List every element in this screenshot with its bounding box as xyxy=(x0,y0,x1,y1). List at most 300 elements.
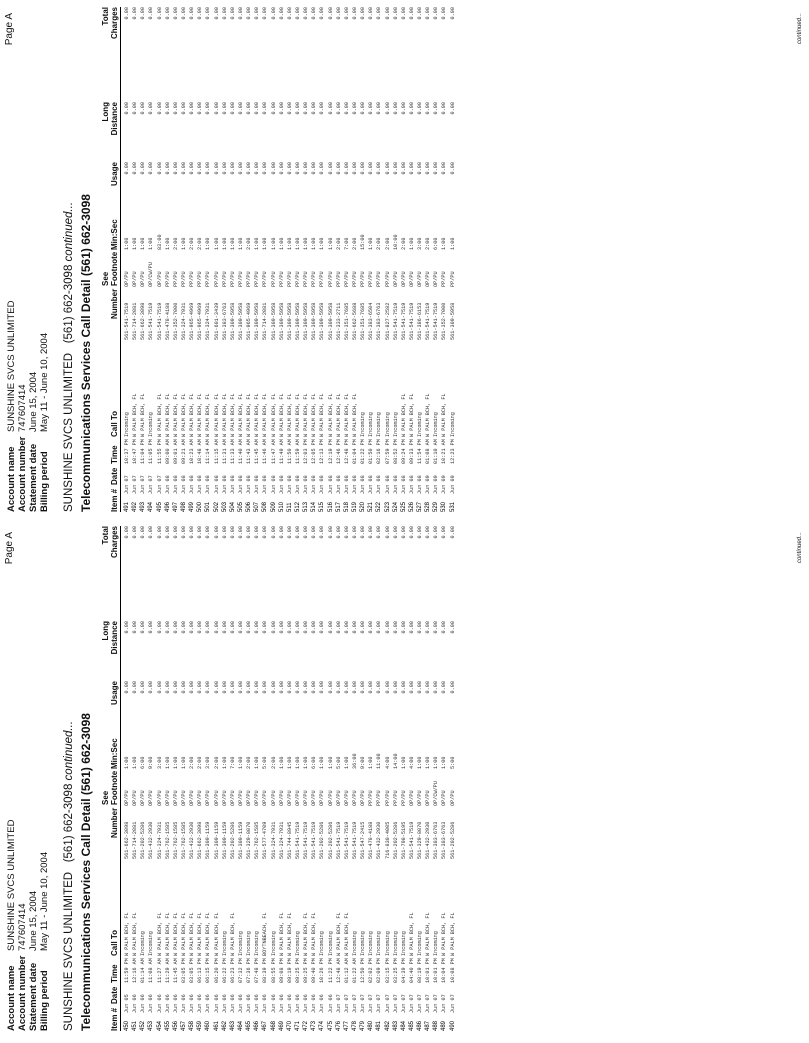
table-row xyxy=(181,526,189,1031)
total-charges: 0.00 xyxy=(360,7,367,20)
col-call-to: Call To xyxy=(110,929,119,956)
long-distance: 0.00 xyxy=(343,621,350,634)
table-row xyxy=(222,7,230,512)
call-to: W PALM BCH, FL xyxy=(327,393,334,437)
item-number: 510 xyxy=(278,501,285,512)
call-to: W PALM BCH, FL xyxy=(286,912,293,956)
call-to: W PALM BCH, FL xyxy=(189,393,196,437)
long-distance: 0.00 xyxy=(148,621,155,634)
statement-date-label: Statement date xyxy=(28,443,39,512)
col-footnote: See Footnote xyxy=(101,251,119,286)
call-to: W PALM BCH, FL xyxy=(254,393,261,437)
usage: 0.00 xyxy=(197,681,204,694)
footnote: OP/PU xyxy=(172,790,179,806)
usage: 0.00 xyxy=(189,162,196,175)
long-distance: 0.00 xyxy=(278,102,285,115)
account-number-label: Account number xyxy=(17,955,28,1031)
footnote: PP/PU xyxy=(303,271,310,287)
usage: 0.00 xyxy=(221,681,228,694)
col-usage: Usage xyxy=(110,681,119,706)
min-sec: 2:00 xyxy=(246,237,253,250)
call-time: 11:45 AM xyxy=(172,958,179,983)
table-row xyxy=(328,526,336,1031)
usage: 0.00 xyxy=(197,162,204,175)
call-to: Incoming xyxy=(360,412,367,437)
total-charges: 0.00 xyxy=(262,526,269,539)
long-distance: 0.00 xyxy=(237,102,244,115)
call-date: Jun 08 xyxy=(400,475,407,494)
usage: 0.00 xyxy=(392,681,399,694)
call-number: 561-309-1159 xyxy=(213,821,220,859)
statement-date-value: June 15, 2004 xyxy=(28,890,39,951)
item-number: 493 xyxy=(140,501,147,512)
total-charges: 0.00 xyxy=(270,526,277,539)
call-number: 561-309-5958 xyxy=(303,302,310,340)
call-to: W PALM BCH, FL xyxy=(335,912,342,956)
call-to: W PALM BCH, FL xyxy=(124,912,130,956)
call-time: 11:04 PM xyxy=(140,439,147,464)
call-to: Incoming xyxy=(140,931,147,956)
table-row xyxy=(319,526,327,1031)
footnote: PP/PU xyxy=(400,790,407,806)
min-sec: 1:00 xyxy=(221,237,228,250)
item-number: 452 xyxy=(140,1020,147,1031)
table-row xyxy=(344,526,352,1031)
call-date: Jun 09 xyxy=(425,475,432,494)
footnote: OP/PU xyxy=(417,271,424,287)
call-number: 561-432-2930 xyxy=(376,821,383,859)
table-row xyxy=(295,7,303,512)
total-charges: 0.00 xyxy=(189,526,196,539)
call-date: Jun 08 xyxy=(286,475,293,494)
min-sec: 1:00 xyxy=(327,237,334,250)
item-number: 464 xyxy=(237,1020,244,1031)
table-row xyxy=(287,7,295,512)
min-sec: 3:00 xyxy=(417,237,424,250)
item-number: 505 xyxy=(237,501,244,512)
footnote: OP/PU xyxy=(425,790,432,806)
footnote: PP/PU xyxy=(286,271,293,287)
call-number: 561-541-7519 xyxy=(408,821,415,859)
min-sec: 1:00 xyxy=(124,756,130,769)
footnote: PP/PU xyxy=(229,271,236,287)
total-charges: 0.00 xyxy=(449,526,456,539)
long-distance: 0.00 xyxy=(197,621,204,634)
total-charges: 0.00 xyxy=(172,526,179,539)
call-number: 561-324-7931 xyxy=(270,821,277,859)
footnote: OP/PU xyxy=(124,271,130,287)
call-to: W PALM BCH, FL xyxy=(205,912,212,956)
long-distance: 0.00 xyxy=(229,621,236,634)
col-item: Item # xyxy=(110,1007,119,1031)
usage: 0.00 xyxy=(368,162,375,175)
footnote: PP/PU xyxy=(449,271,456,287)
footnote: OP/PU xyxy=(132,271,139,287)
call-to: W PALM BCH, FL xyxy=(335,393,342,437)
table-row xyxy=(246,7,254,512)
total-charges: 0.00 xyxy=(294,526,301,539)
min-sec: 1:00 xyxy=(254,756,261,769)
call-time: 10:26 PM xyxy=(319,958,326,983)
total-charges: 0.00 xyxy=(213,526,220,539)
call-number: 561-309-5958 xyxy=(294,302,301,340)
call-time: 07:59 PM xyxy=(384,439,391,464)
call-date: Jun 06 xyxy=(205,994,212,1013)
call-to: W PALM BCH, FL xyxy=(229,912,236,956)
col-call-to: Call To xyxy=(110,410,119,437)
billing-period-label: Billing period xyxy=(39,451,50,512)
usage: 0.00 xyxy=(180,681,187,694)
footnote: PP/PU xyxy=(254,271,261,287)
call-to: Incoming xyxy=(376,412,383,437)
total-charges: 0.00 xyxy=(278,7,285,20)
total-charges: 0.00 xyxy=(368,7,375,20)
call-to: Incoming xyxy=(384,412,391,437)
call-time: 03:05 PM xyxy=(189,958,196,983)
total-charges: 0.00 xyxy=(205,7,212,20)
total-charges: 0.00 xyxy=(351,526,358,539)
table-row xyxy=(303,526,311,1031)
usage: 0.00 xyxy=(254,681,261,694)
call-to: W PALM BCH, FL xyxy=(408,912,415,956)
item-number: 503 xyxy=(221,501,228,512)
call-date: Jun 06 xyxy=(286,994,293,1013)
long-distance: 0.00 xyxy=(132,621,139,634)
long-distance: 0.00 xyxy=(417,102,424,115)
item-number: 490 xyxy=(449,1020,456,1031)
item-number: 485 xyxy=(408,1020,415,1031)
call-date: Jun 06 xyxy=(229,994,236,1013)
long-distance: 0.00 xyxy=(425,621,432,634)
total-charges: 0.00 xyxy=(311,526,318,539)
usage: 0.00 xyxy=(140,162,147,175)
call-number: 561-202-5286 xyxy=(392,821,399,859)
total-charges: 0.00 xyxy=(156,7,163,20)
table-row xyxy=(254,7,262,512)
call-time: 09:08 PM xyxy=(278,958,285,983)
usage: 0.00 xyxy=(294,162,301,175)
call-date: Jun 08 xyxy=(368,475,375,494)
call-time: 01:10 AM xyxy=(433,439,440,464)
usage: 0.00 xyxy=(425,162,432,175)
call-time: 07:48 PM xyxy=(254,958,261,983)
footnote: OP/PU xyxy=(360,790,367,806)
footnote: OP/PU xyxy=(449,790,456,806)
total-charges: 0.00 xyxy=(400,7,407,20)
call-number: 561-714-2081 xyxy=(132,302,139,340)
call-date: Jun 06 xyxy=(172,994,179,1013)
usage: 0.00 xyxy=(384,681,391,694)
call-to: W PALM BCH, FL xyxy=(213,393,220,437)
total-charges: 0.00 xyxy=(124,7,130,20)
footnote: OP/PU xyxy=(262,790,269,806)
call-date: Jun 06 xyxy=(213,994,220,1013)
call-to: W PALM BCH, FL xyxy=(180,393,187,437)
call-date: Jun 06 xyxy=(132,994,139,1013)
call-date: Jun 08 xyxy=(335,475,342,494)
call-to: Incoming xyxy=(400,931,407,956)
item-number: 472 xyxy=(303,1020,310,1031)
total-charges: 0.00 xyxy=(417,526,424,539)
item-number: 500 xyxy=(197,501,204,512)
long-distance: 0.00 xyxy=(417,621,424,634)
call-time: 11:43 AM xyxy=(246,439,253,464)
usage: 0.00 xyxy=(360,681,367,694)
call-date: Jun 09 xyxy=(449,475,456,494)
call-number: 561-309-5958 xyxy=(270,302,277,340)
call-date: Jun 08 xyxy=(417,475,424,494)
long-distance: 0.00 xyxy=(286,102,293,115)
call-detail-table xyxy=(124,526,458,1031)
min-sec: 83:00 xyxy=(156,234,163,250)
call-date: Jun 05 xyxy=(124,994,130,1013)
min-sec: 1:00 xyxy=(400,756,407,769)
total-charges: 0.00 xyxy=(140,7,147,20)
min-sec: 10:00 xyxy=(392,234,399,250)
table-header xyxy=(98,526,121,1031)
call-date: Jun 07 xyxy=(335,994,342,1013)
item-number: 530 xyxy=(441,501,448,512)
footnote: OP/PU xyxy=(180,790,187,806)
footnote: OP/CW/PU xyxy=(433,781,440,806)
account-number-value: 747607414 xyxy=(17,384,28,432)
footnote: OP/PU xyxy=(246,790,253,806)
long-distance: 0.00 xyxy=(246,102,253,115)
item-number: 497 xyxy=(172,501,179,512)
col-minsec: Min:Sec xyxy=(110,738,119,769)
table-row xyxy=(157,526,165,1031)
call-time: 01:22 PM xyxy=(360,439,367,464)
item-number: 476 xyxy=(335,1020,342,1031)
long-distance: 0.00 xyxy=(262,621,269,634)
footnote: PP/PU xyxy=(180,271,187,287)
table-row xyxy=(214,526,222,1031)
long-distance: 0.00 xyxy=(376,102,383,115)
min-sec: 2:00 xyxy=(376,237,383,250)
footnote: PP/PU xyxy=(172,271,179,287)
usage: 0.00 xyxy=(164,681,171,694)
call-number: 561-662-3098 xyxy=(197,821,204,859)
usage: 0.00 xyxy=(205,681,212,694)
call-date: Jun 07 xyxy=(368,994,375,1013)
company-name: SUNSHINE SVCS UNLIMITED xyxy=(63,871,75,1031)
call-to: W PALM BCH, FL xyxy=(286,393,293,437)
call-date: Jun 07 xyxy=(132,475,139,494)
item-number: 453 xyxy=(148,1020,155,1031)
call-date: Jun 06 xyxy=(294,994,301,1013)
col-date: Date xyxy=(110,986,119,1004)
footnote: OP/PU xyxy=(294,790,301,806)
footnote: PP/PU xyxy=(392,790,399,806)
call-time: 10:47 PM xyxy=(132,439,139,464)
table-row xyxy=(319,7,327,512)
item-number: 492 xyxy=(132,501,139,512)
call-time: 09:33 PM xyxy=(408,439,415,464)
account-number-label: Account number xyxy=(17,436,28,512)
call-to: W PALM BCH, FL xyxy=(294,393,301,437)
call-time: 09:21 AM xyxy=(180,439,187,464)
table-row xyxy=(352,526,360,1031)
table-header xyxy=(98,7,121,512)
table-row xyxy=(262,7,270,512)
call-to: W PALM BCH, FL xyxy=(262,393,269,437)
page-label: Page A xyxy=(4,532,15,565)
footnote: PP/PU xyxy=(205,271,212,287)
min-sec: 3:00 xyxy=(156,756,163,769)
call-number: 561-541-7519 xyxy=(408,302,415,340)
total-charges: 0.00 xyxy=(417,7,424,20)
footnote: OP/PU xyxy=(148,790,155,806)
call-number: 561-324-7931 xyxy=(278,821,285,859)
total-charges: 0.00 xyxy=(254,7,261,20)
call-time: 02:02 PM xyxy=(368,958,375,983)
call-time: 11:27 AM xyxy=(156,958,163,983)
table-row xyxy=(148,7,156,512)
col-number: Number xyxy=(110,288,119,319)
call-date: Jun 07 xyxy=(124,475,130,494)
total-charges: 0.00 xyxy=(376,7,383,20)
usage: 0.00 xyxy=(172,162,179,175)
long-distance: 0.00 xyxy=(148,102,155,115)
call-to: W PALM BCH, FL xyxy=(132,393,139,437)
item-number: 501 xyxy=(205,501,212,512)
call-number: 561-541-7519 xyxy=(294,821,301,859)
call-time: 01:04 PM xyxy=(351,439,358,464)
usage: 0.00 xyxy=(441,162,448,175)
call-time: 11:22 PM xyxy=(327,958,334,983)
call-number: 561-541-7519 xyxy=(392,302,399,340)
table-row xyxy=(197,526,205,1031)
call-number: 561-541-7519 xyxy=(156,302,163,340)
table-row xyxy=(124,7,132,512)
account-name-value: SUNSHINE SVCS UNLIMITED xyxy=(6,819,17,951)
min-sec: 6:00 xyxy=(311,756,318,769)
call-number: 561-309-1159 xyxy=(237,821,244,859)
call-to: Incoming xyxy=(433,931,440,956)
statement-left-page xyxy=(0,526,809,1031)
call-number: 561-383-6763 xyxy=(221,302,228,340)
usage: 0.00 xyxy=(221,162,228,175)
call-date: Jun 08 xyxy=(237,475,244,494)
call-time: 09:19 PM xyxy=(286,958,293,983)
call-to: Incoming xyxy=(294,931,301,956)
call-date: Jun 08 xyxy=(254,475,261,494)
call-to: Incoming xyxy=(433,412,440,437)
min-sec: 2:00 xyxy=(197,237,204,250)
min-sec: 5:00 xyxy=(449,756,456,769)
min-sec: 2:00 xyxy=(197,756,204,769)
table-row xyxy=(189,7,197,512)
table-row xyxy=(140,526,148,1031)
item-number: 486 xyxy=(417,1020,424,1031)
account-name-label: Account name xyxy=(6,965,17,1031)
item-number: 458 xyxy=(189,1020,196,1031)
long-distance: 0.00 xyxy=(408,102,415,115)
call-time: 03:25 PM xyxy=(392,958,399,983)
long-distance: 0.00 xyxy=(360,621,367,634)
call-number: 561-432-2930 xyxy=(148,821,155,859)
footnote: PP/PU xyxy=(376,790,383,806)
footnote: PP/PU xyxy=(164,271,171,287)
total-charges: 0.00 xyxy=(262,7,269,20)
col-time: Time xyxy=(110,445,119,464)
call-time: 06:13 PM xyxy=(197,958,204,983)
usage: 0.00 xyxy=(400,681,407,694)
table-row xyxy=(450,526,458,1031)
call-date: Jun 07 xyxy=(417,994,424,1013)
total-charges: 0.00 xyxy=(425,7,432,20)
call-date: Jun 07 xyxy=(343,994,350,1013)
company-heading xyxy=(63,721,75,1031)
item-number: 474 xyxy=(319,1020,326,1031)
col-usage: Usage xyxy=(110,162,119,187)
min-sec: 1:00 xyxy=(319,756,326,769)
call-to: W PALM BCH, FL xyxy=(303,393,310,437)
call-date: Jun 08 xyxy=(327,475,334,494)
table-row xyxy=(385,7,393,512)
item-number: 450 xyxy=(124,1020,130,1031)
item-number: 512 xyxy=(294,501,301,512)
long-distance: 0.00 xyxy=(368,621,375,634)
call-number: 561-662-3098 xyxy=(124,821,130,859)
table-row xyxy=(401,7,409,512)
long-distance: 0.00 xyxy=(294,102,301,115)
min-sec: 1:00 xyxy=(319,237,326,250)
call-to: Incoming xyxy=(417,412,424,437)
item-number: 514 xyxy=(311,501,318,512)
total-charges: 0.00 xyxy=(286,7,293,20)
call-number: 561-432-2930 xyxy=(425,821,432,859)
continued-subtitle: continued... xyxy=(63,720,75,781)
usage: 0.00 xyxy=(213,681,220,694)
usage: 0.00 xyxy=(351,681,358,694)
table-row xyxy=(441,7,449,512)
table-row xyxy=(181,7,189,512)
call-number: 561-309-5958 xyxy=(319,302,326,340)
long-distance: 0.00 xyxy=(254,102,261,115)
long-distance: 0.00 xyxy=(180,621,187,634)
total-charges: 0.00 xyxy=(368,526,375,539)
col-long-distance: Long Distance xyxy=(101,621,119,655)
long-distance: 0.00 xyxy=(360,102,367,115)
call-number: 561-541-7519 xyxy=(425,302,432,340)
call-time: 12:46 PM xyxy=(335,439,342,464)
footnote: PP/PU xyxy=(335,271,342,287)
min-sec: 1:00 xyxy=(303,237,310,250)
usage: 0.00 xyxy=(180,162,187,175)
call-time: 11:05 PM xyxy=(148,439,155,464)
call-time: 12:03 PM xyxy=(303,439,310,464)
usage: 0.00 xyxy=(148,162,155,175)
table-row xyxy=(140,7,148,512)
call-time: 10:01 PM xyxy=(425,958,432,983)
item-number: 516 xyxy=(327,501,334,512)
footnote: OP/PU xyxy=(343,790,350,806)
table-row xyxy=(368,526,376,1031)
item-number: 529 xyxy=(433,501,440,512)
call-number: 561-541-7519 xyxy=(400,302,407,340)
call-date: Jun 06 xyxy=(327,994,334,1013)
call-date: Jun 08 xyxy=(164,475,171,494)
call-time: 01:22 AM xyxy=(351,958,358,983)
call-date: Jun 06 xyxy=(140,994,147,1013)
call-time: 11:33 AM xyxy=(229,439,236,464)
min-sec: 1:00 xyxy=(180,237,187,250)
call-time: 10:21 AM xyxy=(441,439,448,464)
item-number: 470 xyxy=(286,1020,293,1031)
footnote: PP/PU xyxy=(343,271,350,287)
long-distance: 0.00 xyxy=(433,621,440,634)
